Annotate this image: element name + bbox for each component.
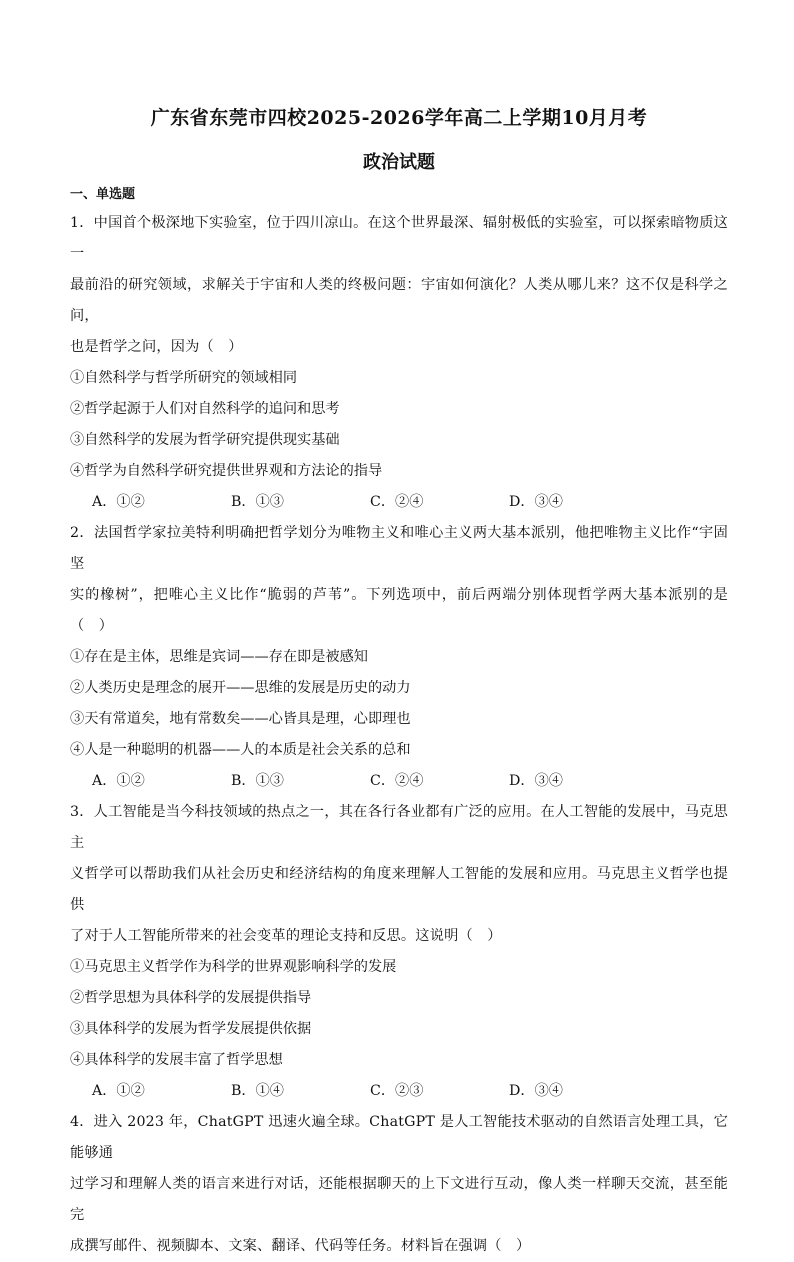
question-stem-line: 也是哲学之问，因为（ ） (70, 339, 243, 355)
question-stem-line: 实的橡树”，把唯心主义比作“脆弱的芦苇”。下列选项中，前后两端分别体现哲学两大基本派别的是（ ） (70, 587, 728, 634)
statement-item: ①马克思主义哲学作为科学的世界观影响科学的发展 (70, 959, 397, 975)
answer-option-b[interactable]: B．①④ (231, 1083, 284, 1099)
answer-option-b[interactable]: B．①③ (231, 773, 284, 789)
statement-item: ①自然科学与哲学所研究的领域相同 (70, 370, 298, 386)
statement-item: ②哲学起源于人们对自然科学的追问和思考 (70, 401, 340, 417)
answer-option-d[interactable]: D．③④ (509, 1083, 563, 1099)
question-stem-line: 2．法国哲学家拉美特利明确把哲学划分为唯物主义和唯心主义两大基本派别，他把唯物主义比作“宇固坚 (70, 525, 728, 572)
exam-title: 广东省东莞市四校2025-2026学年高二上学期10月月考 (150, 107, 648, 129)
answer-option-c[interactable]: C．②④ (370, 494, 424, 510)
question-4 (70, 1107, 728, 1262)
statement-item: ①存在是主体，思维是宾词——存在即是被感知 (70, 649, 368, 665)
question-stem-line: 1．中国首个极深地下实验室，位于四川凉山。在这个世界最深、辐射极低的实验室，可以探索暗物质这一 (70, 215, 728, 262)
question-3 (70, 797, 728, 1107)
answer-options (70, 1076, 728, 1107)
answer-option-c[interactable]: C．②④ (370, 773, 424, 789)
answer-option-a[interactable]: A．①② (92, 1083, 145, 1099)
exam-subject-title: 政治试题 (363, 152, 435, 173)
answer-option-a[interactable]: A．①② (92, 494, 145, 510)
statement-item: ③具体科学的发展为哲学发展提供依据 (70, 1021, 312, 1037)
question-stem-line: 过学习和理解人类的语言来进行对话，还能根据聊天的上下文进行互动，像人类一样聊天交流，甚至能完 (70, 1176, 728, 1223)
answer-option-c[interactable]: C．②③ (370, 1083, 424, 1099)
answer-options (70, 766, 728, 797)
section-heading-single-choice: 一、单选题 (70, 187, 136, 202)
question-stem-line: 了对于人工智能所带来的社会变革的理论支持和反思。这说明（ ） (70, 928, 502, 944)
question-1 (70, 208, 728, 518)
question-stem-line: 最前沿的研究领域，求解关于宇宙和人类的终极问题：宇宙如何演化？人类从哪儿来？这不仅是科学之问， (70, 277, 728, 324)
statement-item: ④哲学为自然科学研究提供世界观和方法论的指导 (70, 463, 383, 479)
statement-item: ③自然科学的发展为哲学研究提供现实基础 (70, 432, 340, 448)
statement-item: ④具体科学的发展丰富了哲学思想 (70, 1052, 283, 1068)
statement-item: ②人类历史是理念的展开——思维的发展是历史的动力 (70, 680, 411, 696)
answer-option-d[interactable]: D．③④ (509, 494, 563, 510)
question-stem-line: 成撰写邮件、视频脚本、文案、翻译、代码等任务。材料旨在强调（ ） (70, 1238, 531, 1254)
answer-option-b[interactable]: B．①③ (231, 494, 284, 510)
statement-item: ④人是一种聪明的机器——人的本质是社会关系的总和 (70, 742, 411, 758)
answer-option-d[interactable]: D．③④ (509, 773, 563, 789)
question-stem-line: 4．进入 2023 年，ChatGPT 迅速火遍全球。ChatGPT 是人工智能技术驱动的自然语言处理工具，它能够通 (70, 1114, 728, 1161)
question-stem-line: 3．人工智能是当今科技领域的热点之一，其在各行各业都有广泛的应用。在人工智能的发展中，马克思主 (70, 804, 728, 851)
answer-option-a[interactable]: A．①② (92, 773, 145, 789)
statement-item: ③天有常道矣，地有常数矣——心皆具是理，心即理也 (70, 711, 411, 727)
answer-options (70, 487, 728, 518)
question-stem-line: 义哲学可以帮助我们从社会历史和经济结构的角度来理解人工智能的发展和应用。马克思主义哲学也提供 (70, 866, 728, 913)
question-2 (70, 518, 728, 797)
statement-item: ②哲学思想为具体科学的发展提供指导 (70, 990, 312, 1006)
